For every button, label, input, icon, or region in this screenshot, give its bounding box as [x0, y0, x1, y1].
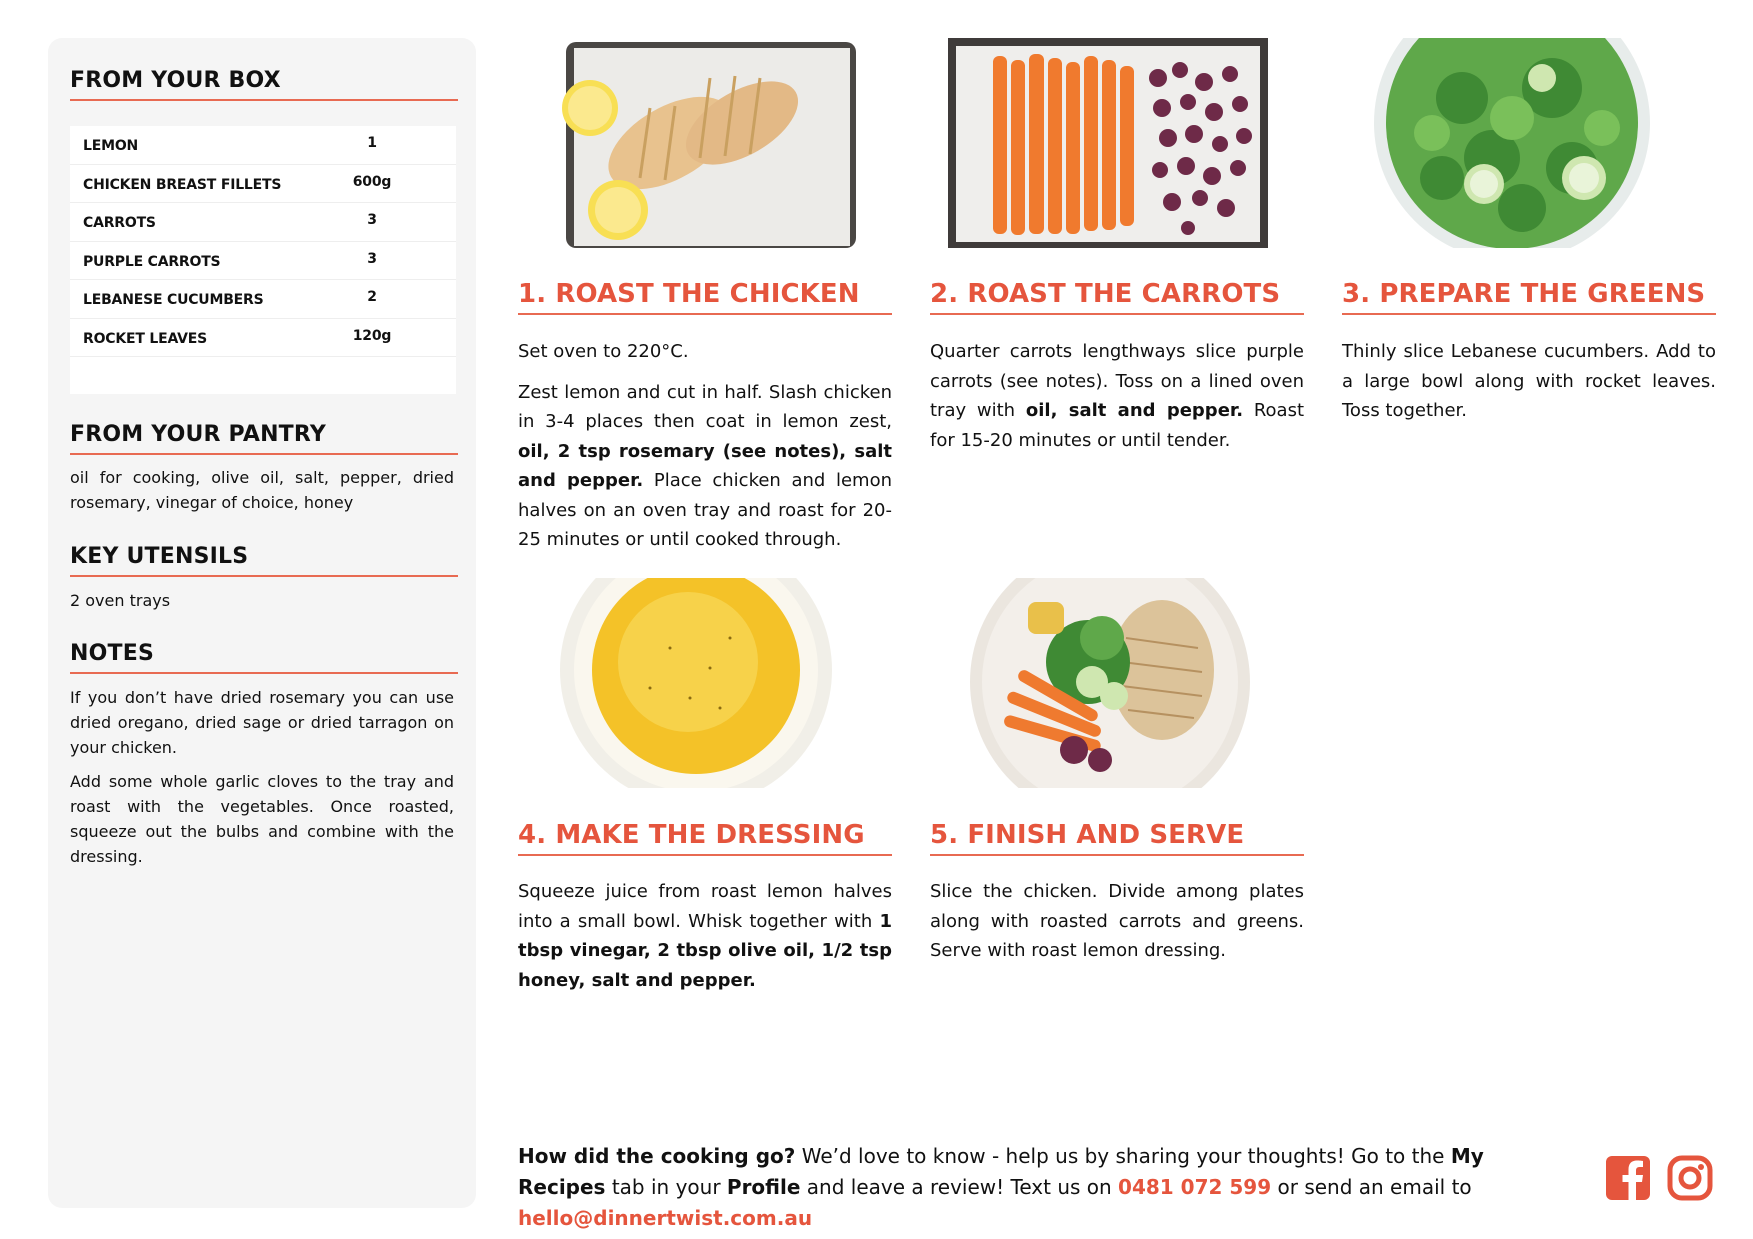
footer-text: We’d love to know - help us by sharing your thoughts! Go to the [795, 1144, 1451, 1168]
step-3-paragraph: Thinly slice Lebanese cucumbers. Add to a large bowl along with rocket leaves. Toss together. [1342, 341, 1716, 421]
step-4-bold-text: 1 tbsp vinegar, 2 tbsp olive oil, 1/2 tsp honey, salt and pepper. [518, 910, 892, 991]
step-4-text: Squeeze juice from roast lemon halves into a small bowl. Whisk together with [518, 881, 892, 932]
ingredient-name: PURPLE CARROTS [83, 253, 221, 270]
notes-paragraph: Add some whole garlic cloves to the tray and roast with the vegetables. Once roasted, squeeze out the bulbs and combine with the dressing. [70, 772, 454, 866]
email-link[interactable]: hello@dinnertwist.com.au [518, 1206, 813, 1230]
ingredient-name: LEMON [83, 138, 139, 154]
step-2-text: Roast for 15-20 minutes or until tender. [930, 400, 1305, 451]
step-2-bold-text: oil, salt and pepper. [1025, 400, 1244, 421]
step-4-body [518, 877, 892, 1006]
dressing-bowl-photo [560, 578, 840, 788]
box-ingredients-table [70, 126, 456, 394]
ingredient-qty: 3 [367, 212, 377, 228]
step-5-body [930, 877, 1304, 977]
step-4-title: 4. MAKE THE DRESSING [518, 820, 892, 856]
finished-plate-photo [966, 578, 1256, 788]
footer-text: and leave a review! Text us on [800, 1175, 1119, 1199]
ingredient-name: LEBANESE CUCUMBERS [83, 292, 264, 308]
ingredient-name: CARROTS [83, 215, 156, 231]
step-2-title: 2. ROAST THE CARROTS [930, 279, 1304, 315]
step-5-title: 5. FINISH AND SERVE [930, 820, 1304, 856]
footer-text: tab in your [605, 1175, 727, 1199]
ingredient-qty: 600g [352, 173, 392, 190]
step-1-text: Zest lemon and cut in half. Slash chicken in 3-4 places then coat in lemon zest, [518, 381, 892, 432]
utensils-text: 2 oven trays [70, 591, 171, 610]
ingredient-name: CHICKEN BREAST FILLETS [83, 176, 282, 193]
roast-chicken-photo [560, 38, 860, 248]
ingredient-qty: 1 [367, 135, 377, 151]
from-your-box-heading: FROM YOUR BOX [70, 68, 458, 101]
ingredient-row [70, 319, 456, 358]
greens-bowl-photo [1372, 38, 1652, 248]
notes-paragraph: If you don’t have dried rosemary you can use dried oregano, dried sage or dried tarragon on your chicken. [70, 688, 454, 757]
step-3-title: 3. PREPARE THE GREENS [1342, 279, 1716, 315]
step-1-bold-text: oil, 2 tsp rosemary (see notes), salt and pepper. [518, 440, 892, 491]
ingredient-name: ROCKET LEAVES [83, 330, 208, 347]
step-2-paragraph [930, 337, 1304, 455]
from-your-pantry-heading: FROM YOUR PANTRY [70, 422, 458, 455]
step-1-text: Place chicken and lemon halves on an oven tray and roast for 20-25 minutes or until cooked through. [518, 470, 892, 550]
profile-label: Profile [726, 1175, 801, 1199]
footer-text: or send an email to [1271, 1175, 1472, 1199]
pantry-text: oil for cooking, olive oil, salt, pepper, dried rosemary, vinegar of choice, honey [70, 468, 454, 512]
ingredient-qty: 120g [352, 327, 392, 344]
footer-question: How did the cooking go? [518, 1144, 796, 1168]
ingredient-row [70, 126, 456, 165]
ingredient-row [70, 165, 456, 204]
roast-carrots-photo [948, 38, 1270, 248]
step-4-paragraph [518, 877, 892, 995]
phone-link[interactable]: 0481 072 599 [1118, 1175, 1272, 1199]
ingredient-qty: 3 [367, 250, 377, 267]
step-1-body [518, 337, 892, 566]
step-2-body [930, 337, 1304, 466]
step-2-text: Quarter carrots lengthways slice purple carrots (see notes). Toss on a lined oven tray with [930, 341, 1304, 421]
ingredient-row [70, 280, 456, 319]
instagram-icon[interactable] [1666, 1154, 1714, 1202]
sidebar-panel [48, 38, 476, 1208]
notes-heading: NOTES [70, 641, 458, 674]
ingredient-row [70, 203, 456, 242]
key-utensils-heading: KEY UTENSILS [70, 544, 458, 577]
step-5-paragraph: Slice the chicken. Divide among plates along with roasted carrots and greens. Serve with roast lemon dressing. [930, 881, 1304, 961]
ingredient-qty: 2 [367, 289, 377, 305]
facebook-icon[interactable] [1604, 1154, 1652, 1202]
step-1-title: 1. ROAST THE CHICKEN [518, 279, 892, 315]
step-3-body [1342, 337, 1716, 437]
step-1-paragraph [518, 378, 892, 555]
feedback-footer [518, 1141, 1578, 1234]
step-1-paragraph: Set oven to 220°C. [518, 341, 689, 362]
ingredient-row [70, 242, 456, 281]
my-recipes-label: My Recipes [518, 1144, 1484, 1199]
